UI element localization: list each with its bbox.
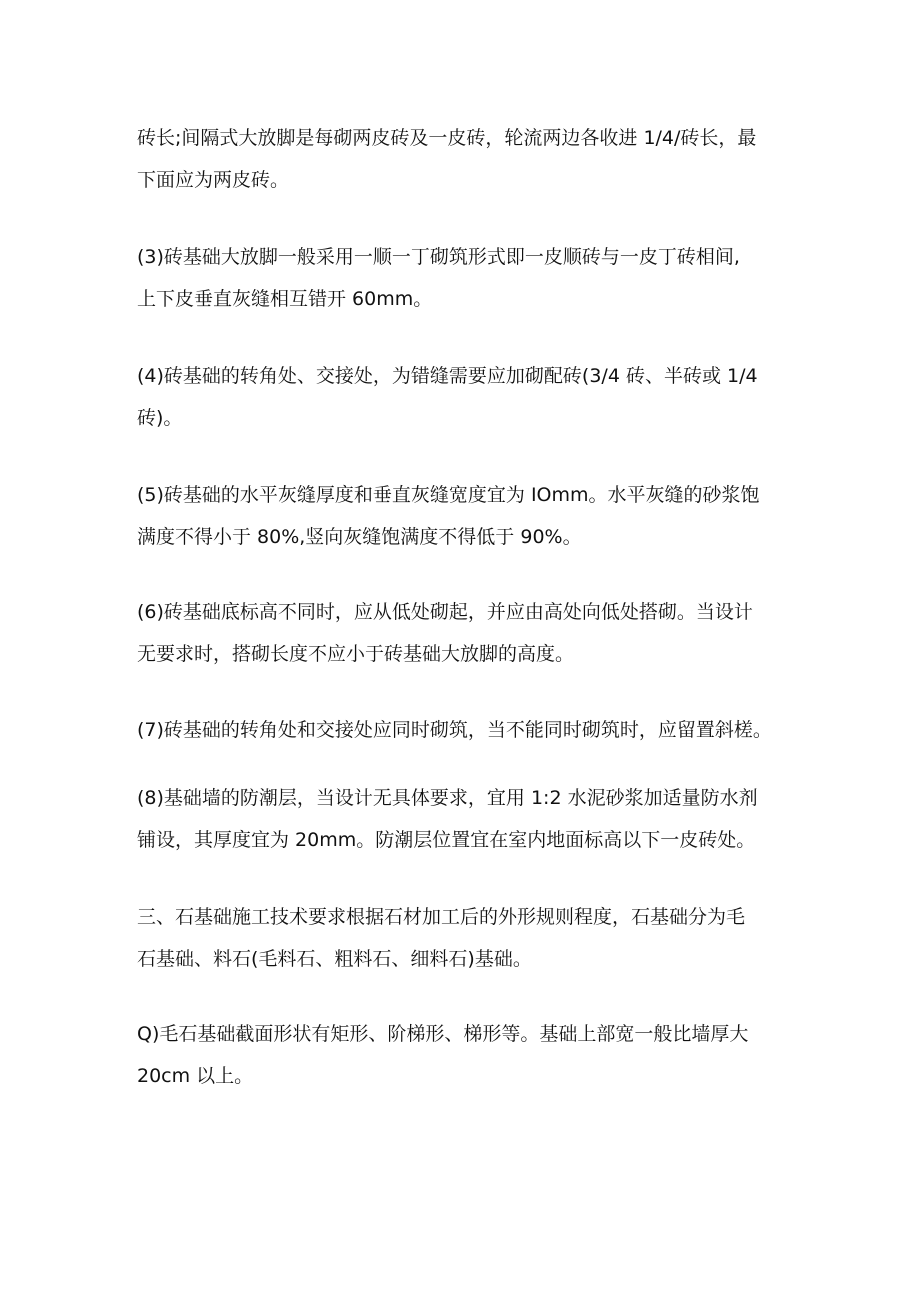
paragraph-item-5: [137, 474, 787, 558]
text-line: (6)砖基础底标高不同时，应从低处砌起，并应由高处向低处搭砌。当设计: [137, 601, 753, 623]
paragraph-item-7: [137, 709, 787, 751]
text-line: 三、石基础施工技术要求根据石材加工后的外形规则程度，石基础分为毛: [137, 906, 746, 928]
paragraph-item-8: [137, 777, 787, 861]
text-line: (5)砖基础的水平灰缝厚度和垂直灰缝宽度宜为 IOmm。水平灰缝的砂浆饱: [137, 484, 760, 506]
text-line: (3)砖基础大放脚一般采用一顺一丁砌筑形式即一皮顺砖与一皮丁砖相间,: [137, 246, 740, 268]
paragraph-item-3: [137, 236, 787, 320]
text-line: 砖)。: [137, 407, 183, 429]
paragraph-item-6: [137, 591, 787, 675]
text-line: 铺设，其厚度宜为 20mm。防潮层位置宜在室内地面标高以下一皮砖处。: [137, 829, 756, 851]
paragraph-brick-footing-alternating: [137, 117, 787, 201]
text-line: 上下皮垂直灰缝相互错开 60mm。: [137, 288, 433, 310]
text-line: 无要求时，搭砌长度不应小于砖基础大放脚的高度。: [137, 643, 575, 665]
paragraph-item-4: [137, 355, 787, 439]
text-line: 下面应为两皮砖。: [137, 169, 290, 191]
text-line: (4)砖基础的转角处、交接处，为错缝需要应加砌配砖(3/4 砖、半砖或 1/4: [137, 365, 758, 387]
text-line: 满度不得小于 80%,竖向灰缝饱满度不得低于 90%。: [137, 526, 582, 548]
text-line: 20cm 以上。: [137, 1065, 254, 1087]
text-line: (8)基础墙的防潮层，当设计无具体要求，宜用 1:2 水泥砂浆加适量防水剂: [137, 787, 758, 809]
text-line: 砖长;间隔式大放脚是每砌两皮砖及一皮砖，轮流两边各收进 1/4/砖长，最: [137, 127, 757, 149]
text-line: 石基础、料石(毛料石、粗料石、细料石)基础。: [137, 948, 532, 970]
section-heading-stone-foundation: [137, 896, 787, 980]
text-line: Q)毛石基础截面形状有矩形、阶梯形、梯形等。基础上部宽一般比墙厚大: [137, 1023, 749, 1045]
text-line: (7)砖基础的转角处和交接处应同时砌筑，当不能同时砌筑时，应留置斜槎。: [137, 719, 772, 741]
paragraph-rubble-foundation: [137, 1013, 787, 1097]
